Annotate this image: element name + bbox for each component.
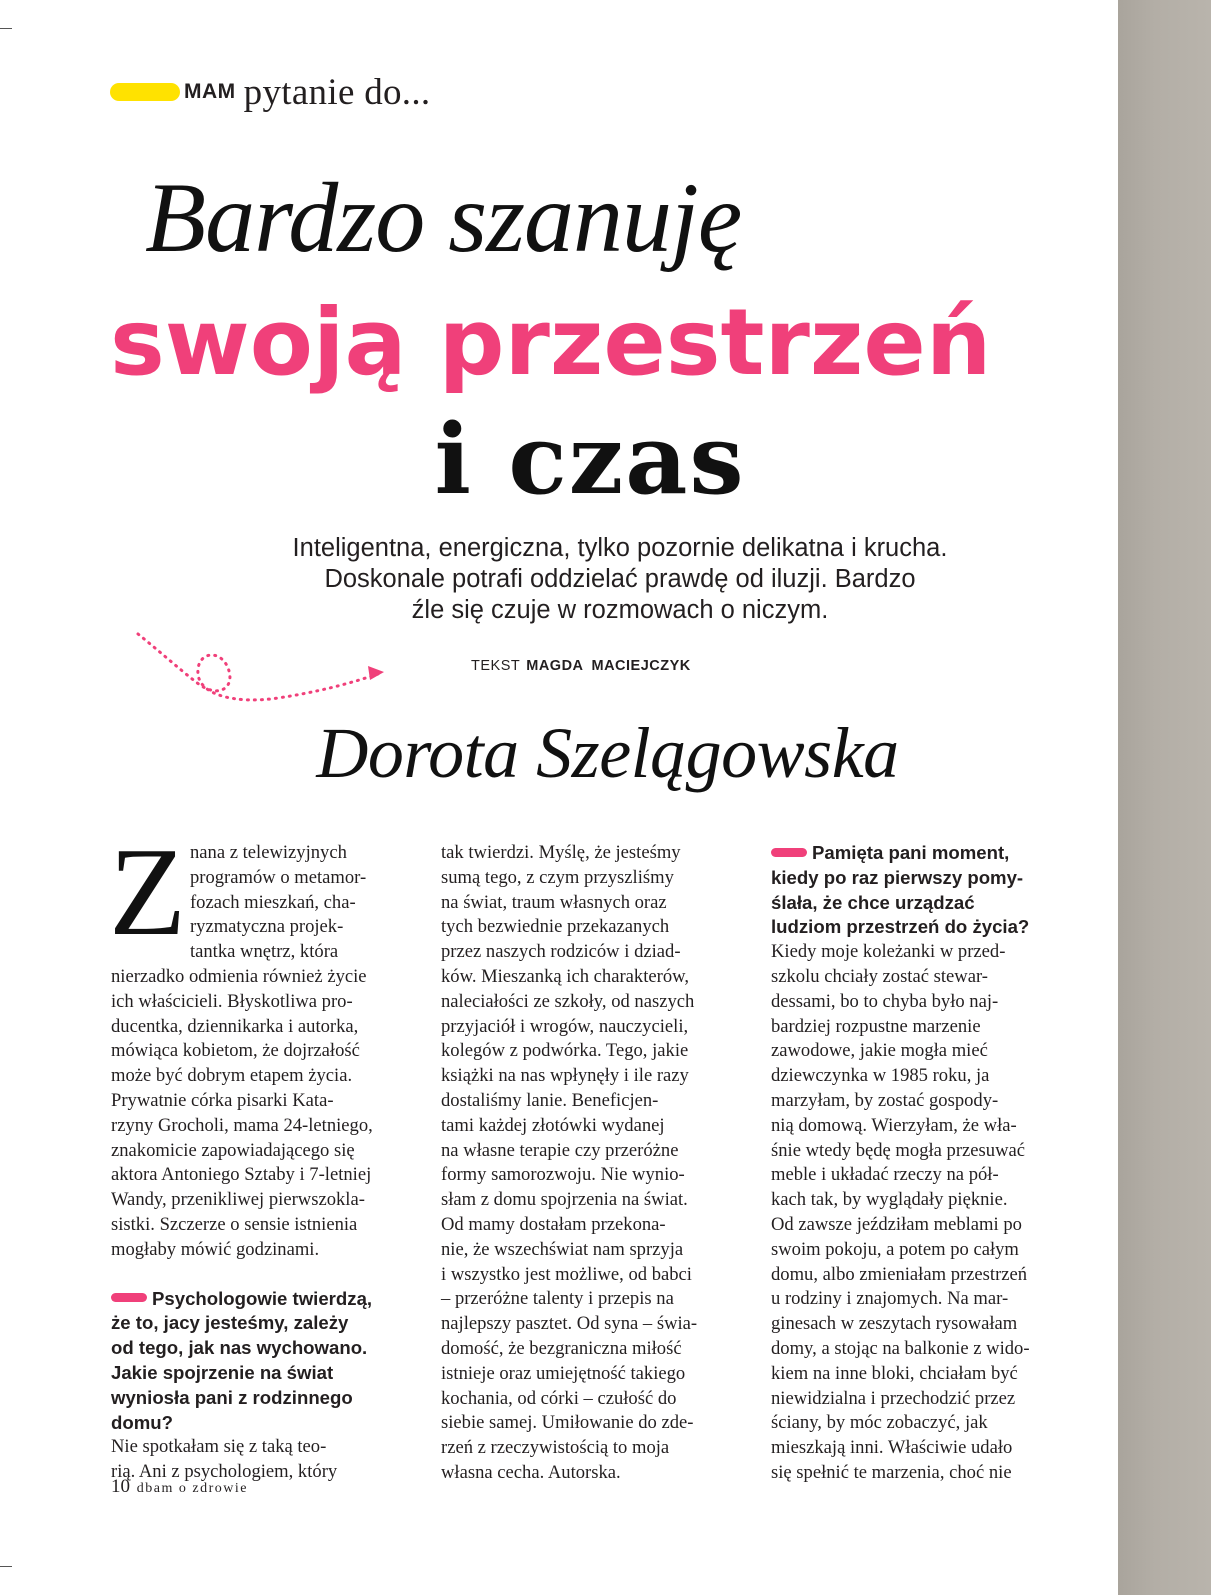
text-line: słam z domu spojrzenia na świat. xyxy=(441,1189,688,1211)
text-line: rią. Ani z psychologiem, który xyxy=(111,1461,338,1483)
text-line: własna cecha. Autorska. xyxy=(441,1461,621,1483)
text-line: Wandy, przenikliwej pierwszokla- xyxy=(111,1189,365,1211)
text-line: mieszkają inni. Właściwie udało xyxy=(771,1437,1013,1459)
text-line: kochania, od córki – czułość do xyxy=(441,1387,677,1409)
question-line: ślała, że chce urządzać xyxy=(771,891,975,913)
text-line: dostaliśmy lanie. Beneficjen- xyxy=(441,1089,659,1111)
text-line: kach tak, by wyglądały pięknie. xyxy=(771,1189,1008,1211)
text-line: nie, że wszechświat nam sprzyja xyxy=(441,1238,684,1260)
text-line: mogłaby mówić godzinami. xyxy=(111,1238,320,1260)
section-rubric xyxy=(110,72,430,112)
text-line: siebie samej. Umiłowanie do zde- xyxy=(441,1412,694,1434)
text-line: sistki. Szczerze o sensie istnienia xyxy=(111,1213,358,1235)
text-line: tantka wnętrz, która xyxy=(189,941,339,963)
text-line: się spełnić te marzenia, choć nie xyxy=(771,1461,1012,1483)
text-line: rzeń z rzeczywistością to moja xyxy=(441,1437,670,1459)
text-line: u rodziny i znajomych. Na mar- xyxy=(771,1288,1009,1310)
text-line: istnieje oraz umiejętność takiego xyxy=(441,1362,686,1384)
text-line: rzyny Grocholi, mama 24-letniego, xyxy=(111,1114,373,1136)
text-line: na własne terapie czy przeróżne xyxy=(441,1139,679,1161)
lead-line: źle się czuje w rozmowach o niczym. xyxy=(411,596,829,624)
question-line: ludziom przestrzeń do życia? xyxy=(771,916,1030,938)
question-line: Psychologowie twierdzą, xyxy=(152,1287,373,1309)
question-line: Jakie spojrzenie na świat xyxy=(111,1361,334,1383)
question-line: domu? xyxy=(111,1411,173,1433)
text-line: ków. Mieszanką ich charakterów, xyxy=(441,965,689,987)
question-line: Pamięta pani moment, xyxy=(812,842,1010,863)
text-line: najlepszy pasztet. Od syna – świa- xyxy=(441,1313,698,1335)
text-line: znakomicie zapowiadającego się xyxy=(111,1139,355,1161)
text-line: swoim pokoju, a potem po całym xyxy=(771,1238,1019,1260)
text-line: formy samorozwoju. Nie wynio- xyxy=(441,1164,685,1186)
text-line: – przeróżne talenty i przepis na xyxy=(441,1288,674,1310)
lead-line: Doskonale potrafi oddzielać prawdę od iluzji. Bardzo xyxy=(324,565,916,593)
text-line: bardziej rozpustne marzenie xyxy=(771,1015,981,1037)
text-line: i wszystko jest możliwe, od babci xyxy=(441,1263,692,1285)
headline-line-3: i czas xyxy=(434,403,746,516)
text-line: zawodowe, jakie mogła mieć xyxy=(771,1040,988,1062)
text-line: Prywatnie córka pisarki Kata- xyxy=(111,1089,334,1111)
page-folio xyxy=(111,1476,248,1498)
page-number: 10 xyxy=(111,1476,130,1497)
lead-line: Inteligentna, energiczna, tylko pozornie delikatna i krucha. xyxy=(292,534,948,562)
article-column-1 xyxy=(109,823,409,1485)
crop-mark xyxy=(0,28,12,29)
interview-question xyxy=(771,841,1071,940)
text-line: sumą tego, z czym przyszliśmy xyxy=(441,866,674,888)
text-line: szkolu chciały zostać stewar- xyxy=(771,965,988,987)
text-line: książki na nas wpłynęły i ile razy xyxy=(441,1065,689,1087)
text-line: niewidzialna i przechodzić przez xyxy=(771,1387,1016,1409)
byline-label: TEKST xyxy=(471,658,521,674)
rubric-light: pytanie do... xyxy=(243,71,431,113)
text-line: domość, że bezgraniczna miłość xyxy=(441,1337,682,1359)
article-column-3 xyxy=(771,841,1071,1486)
text-line: Od zawsze jeździłam meblami po xyxy=(771,1213,1022,1235)
text-line: nią domową. Wierzyłam, że wła- xyxy=(771,1114,1017,1136)
question-line: wyniosła pani z rodzinnego xyxy=(111,1386,353,1408)
text-line: na świat, traum własnych oraz xyxy=(441,891,667,913)
text-line: ściany, by móc zobaczyć, jak xyxy=(771,1412,988,1434)
byline-author: MAGDA MACIEJCZYK xyxy=(526,658,691,674)
text-line: kiem na inne bloki, chciałam być xyxy=(771,1362,1018,1384)
lead-paragraph xyxy=(120,533,1120,626)
text-line: kolegów z podwórka. Tego, jakie xyxy=(441,1040,689,1062)
text-line: nierzadko odmienia również życie xyxy=(111,965,367,987)
headline-line-1: Bardzo szanuję xyxy=(145,162,742,273)
text-line: marzyłam, by zostać gospody- xyxy=(771,1089,999,1111)
text-line: tych bezwiednie przekazanych xyxy=(441,916,670,938)
text-line: przyjaciół i wrogów, nauczycieli, xyxy=(441,1015,689,1037)
text-line: programów o metamor- xyxy=(189,866,367,888)
magazine-name: dbam o zdrowie xyxy=(136,1481,248,1496)
question-line: kiedy po raz pierwszy pomy- xyxy=(771,866,1024,888)
text-line: przez naszych rodziców i dziad- xyxy=(441,941,681,963)
text-line: tami każdej złotówki wydanej xyxy=(441,1114,665,1136)
question-marker xyxy=(111,1293,147,1302)
text-line: dessami, bo to chyba było naj- xyxy=(771,990,999,1012)
text-line: ducentka, dziennikarka i autorka, xyxy=(111,1015,359,1037)
question-line: że to, jacy jesteśmy, zależy xyxy=(111,1312,349,1334)
text-line: tak twierdzi. Myślę, że jesteśmy xyxy=(441,842,681,863)
byline xyxy=(471,658,691,674)
text-line: domu, albo zmieniałam przestrzeń xyxy=(771,1263,1028,1285)
article-column-2 xyxy=(441,841,741,1486)
dotted-arrow-decoration xyxy=(128,630,398,720)
text-line: śnie wtedy będę mogła przesuwać xyxy=(771,1139,1026,1161)
crop-mark xyxy=(0,1566,12,1567)
text-line: Kiedy moje koleżanki w przed- xyxy=(771,941,1006,963)
rubric-marker xyxy=(110,83,180,101)
headline-line-2: swoją przestrzeń xyxy=(110,289,992,396)
rubric-strong: MAM xyxy=(184,80,236,103)
interview-question xyxy=(111,1287,409,1436)
text-line: meble i układać rzeczy na pół- xyxy=(771,1164,999,1186)
text-line: dziewczynka w 1985 roku, ja xyxy=(771,1065,990,1087)
question-line: od tego, jak nas wychowano. xyxy=(111,1337,368,1359)
drop-cap: Z xyxy=(109,823,186,962)
text-line: fozach mieszkań, cha- xyxy=(189,891,356,913)
text-line: nana z telewizyjnych xyxy=(189,842,347,863)
question-marker xyxy=(771,848,807,857)
text-line: ginesach w zeszytach rysowałam xyxy=(771,1313,1018,1335)
text-line: Od mamy dostałam przekona- xyxy=(441,1213,666,1235)
text-line: Nie spotkałam się z taką teo- xyxy=(111,1436,327,1458)
text-line: naleciałości ze szkoły, od naszych xyxy=(441,990,695,1012)
text-line: ryzmatyczna projek- xyxy=(189,916,344,938)
person-name: Dorota Szelągowska xyxy=(316,713,899,793)
text-line: domy, a stojąc na balkonie z wido- xyxy=(771,1337,1030,1359)
text-line: aktora Antoniego Sztaby i 7-letniej xyxy=(111,1164,372,1186)
text-line: ich właścicieli. Błyskotliwa pro- xyxy=(111,990,353,1012)
text-line: mówiąca kobietom, że dojrzałość xyxy=(111,1040,360,1062)
text-line: może być dobrym etapem życia. xyxy=(111,1065,353,1087)
